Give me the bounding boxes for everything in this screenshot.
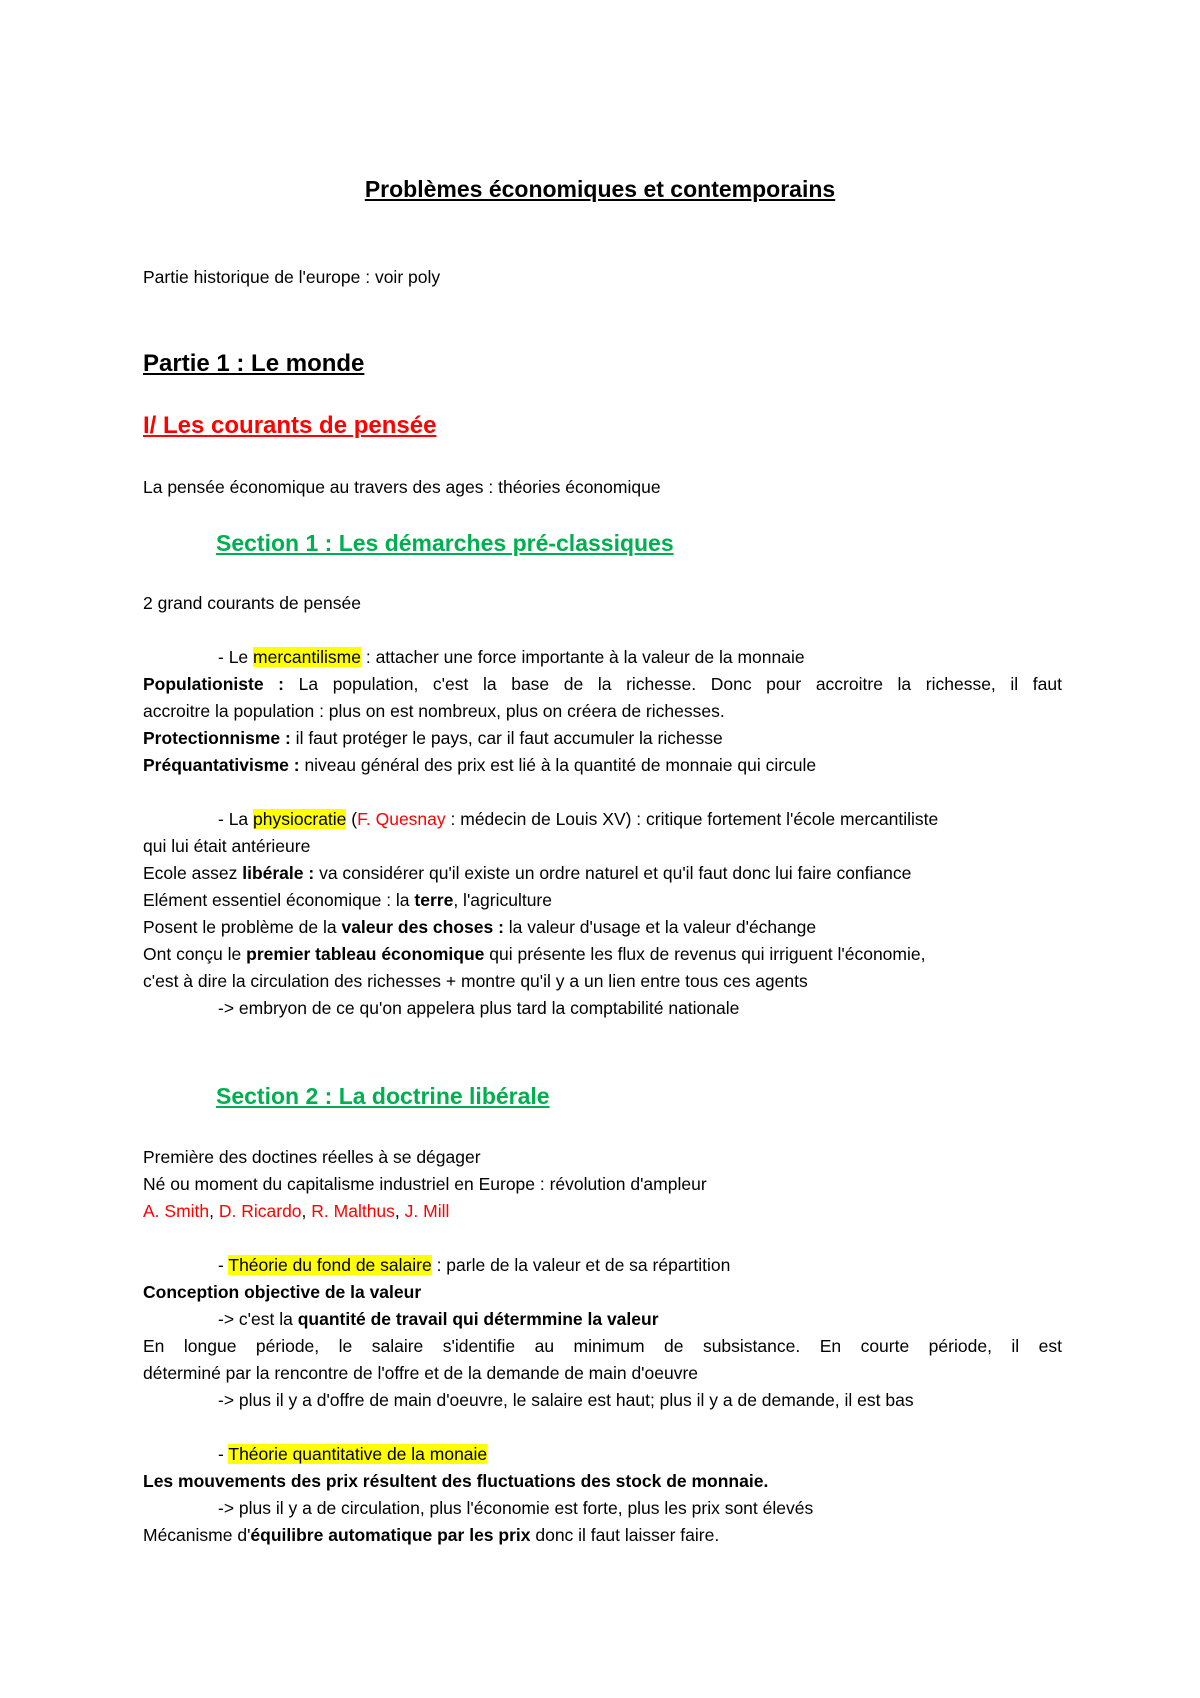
physiocratie-cont: qui lui était antérieure (143, 836, 311, 856)
author-ricardo: D. Ricardo (218, 1201, 302, 1221)
ne-line: Né ou moment du capitalisme industriel en Europe : révolution d'ampleur (143, 1174, 707, 1194)
mercantilisme-line: - Le mercantilisme : attacher une force importante à la valeur de la monnaie (218, 647, 805, 667)
quantitative-term: Théorie quantitative de la monaie (228, 1444, 488, 1464)
longue-periode-line: En longue période, le salaire s'identifie au minimum de subsistance. En courte période, il est (143, 1336, 1062, 1356)
authors-line: A. Smith, D. Ricardo, R. Malthus, J. Mill (143, 1201, 450, 1221)
mercantilisme-term: mercantilisme (253, 647, 361, 667)
element-line: Elément essentiel économique : la terre, l'agriculture (143, 890, 552, 910)
section1-heading: Section 1 : Les démarches pré-classiques (216, 530, 674, 556)
physiocratie-term: physiocratie (253, 809, 347, 829)
quantite-line: -> c'est la quantité de travail qui détermmine la valeur (218, 1309, 659, 1329)
circulation-line: -> plus il y a de circulation, plus l'économie est forte, plus les prix sont élevés (218, 1498, 814, 1518)
prequantativisme-line: Préquantativisme : niveau général des prix est lié à la quantité de monnaie qui circule (143, 755, 817, 775)
chapter-heading: I/ Les courants de pensée (143, 412, 437, 439)
posent-line: Posent le problème de la valeur des choses : la valeur d'usage et la valeur d'échange (143, 917, 817, 937)
longue-periode-cont: déterminé par la rencontre de l'offre et de la demande de main d'oeuvre (143, 1363, 699, 1383)
mouvements-line: Les mouvements des prix résultent des fluctuations des stock de monnaie. (143, 1471, 769, 1491)
premiere-line: Première des doctines réelles à se dégager (143, 1147, 481, 1167)
author-malthus: R. Malthus (311, 1201, 395, 1221)
author-smith: A. Smith (143, 1201, 210, 1221)
populationiste-cont: accroitre la population : plus on est nombreux, plus on créera de richesses. (143, 701, 725, 721)
populationiste-line: Populationiste : La population, c'est la base de la richesse. Donc pour accroitre la richesse, il faut (143, 674, 1062, 694)
author-quesnay: F. Quesnay (357, 809, 446, 829)
ecole-line: Ecole assez libérale : va considérer qu'il existe un ordre naturel et qu'il faut donc lui faire confiance (143, 863, 912, 883)
quantitative-line: - Théorie quantitative de la monaie (218, 1444, 488, 1464)
offre-line: -> plus il y a d'offre de main d'oeuvre, le salaire est haut; plus il y a de demande, il est bas (218, 1390, 914, 1410)
embryon-line: -> embryon de ce qu'on appelera plus tard la comptabilité nationale (218, 998, 740, 1018)
chapter-intro: La pensée économique au travers des ages : théories économique (143, 477, 661, 497)
section2-heading: Section 2 : La doctrine libérale (216, 1083, 550, 1109)
conception-line: Conception objective de la valeur (143, 1282, 422, 1302)
author-mill: J. Mill (404, 1201, 450, 1221)
document-title: Problèmes économiques et contemporains (364, 176, 836, 202)
tableau-cont: c'est à dire la circulation des richesses + montre qu'il y a un lien entre tous ces agents (143, 971, 808, 991)
intro-line: Partie historique de l'europe : voir poly (143, 267, 441, 287)
part-heading: Partie 1 : Le monde (143, 350, 365, 377)
mecanisme-line: Mécanisme d'équilibre automatique par les prix donc il faut laisser faire. (143, 1525, 720, 1545)
fond-salaire-line: - Théorie du fond de salaire : parle de la valeur et de sa répartition (218, 1255, 731, 1275)
tableau-line: Ont conçu le premier tableau économique qui présente les flux de revenus qui irriguent l'économie, (143, 944, 926, 964)
section1-intro: 2 grand courants de pensée (143, 593, 361, 613)
fond-salaire-term: Théorie du fond de salaire (228, 1255, 432, 1275)
physiocratie-line: - La physiocratie (F. Quesnay : médecin de Louis XV) : critique fortement l'école mercantiliste (218, 809, 939, 829)
protectionnisme-line: Protectionnisme : il faut protéger le pays, car il faut accumuler la richesse (143, 728, 723, 748)
